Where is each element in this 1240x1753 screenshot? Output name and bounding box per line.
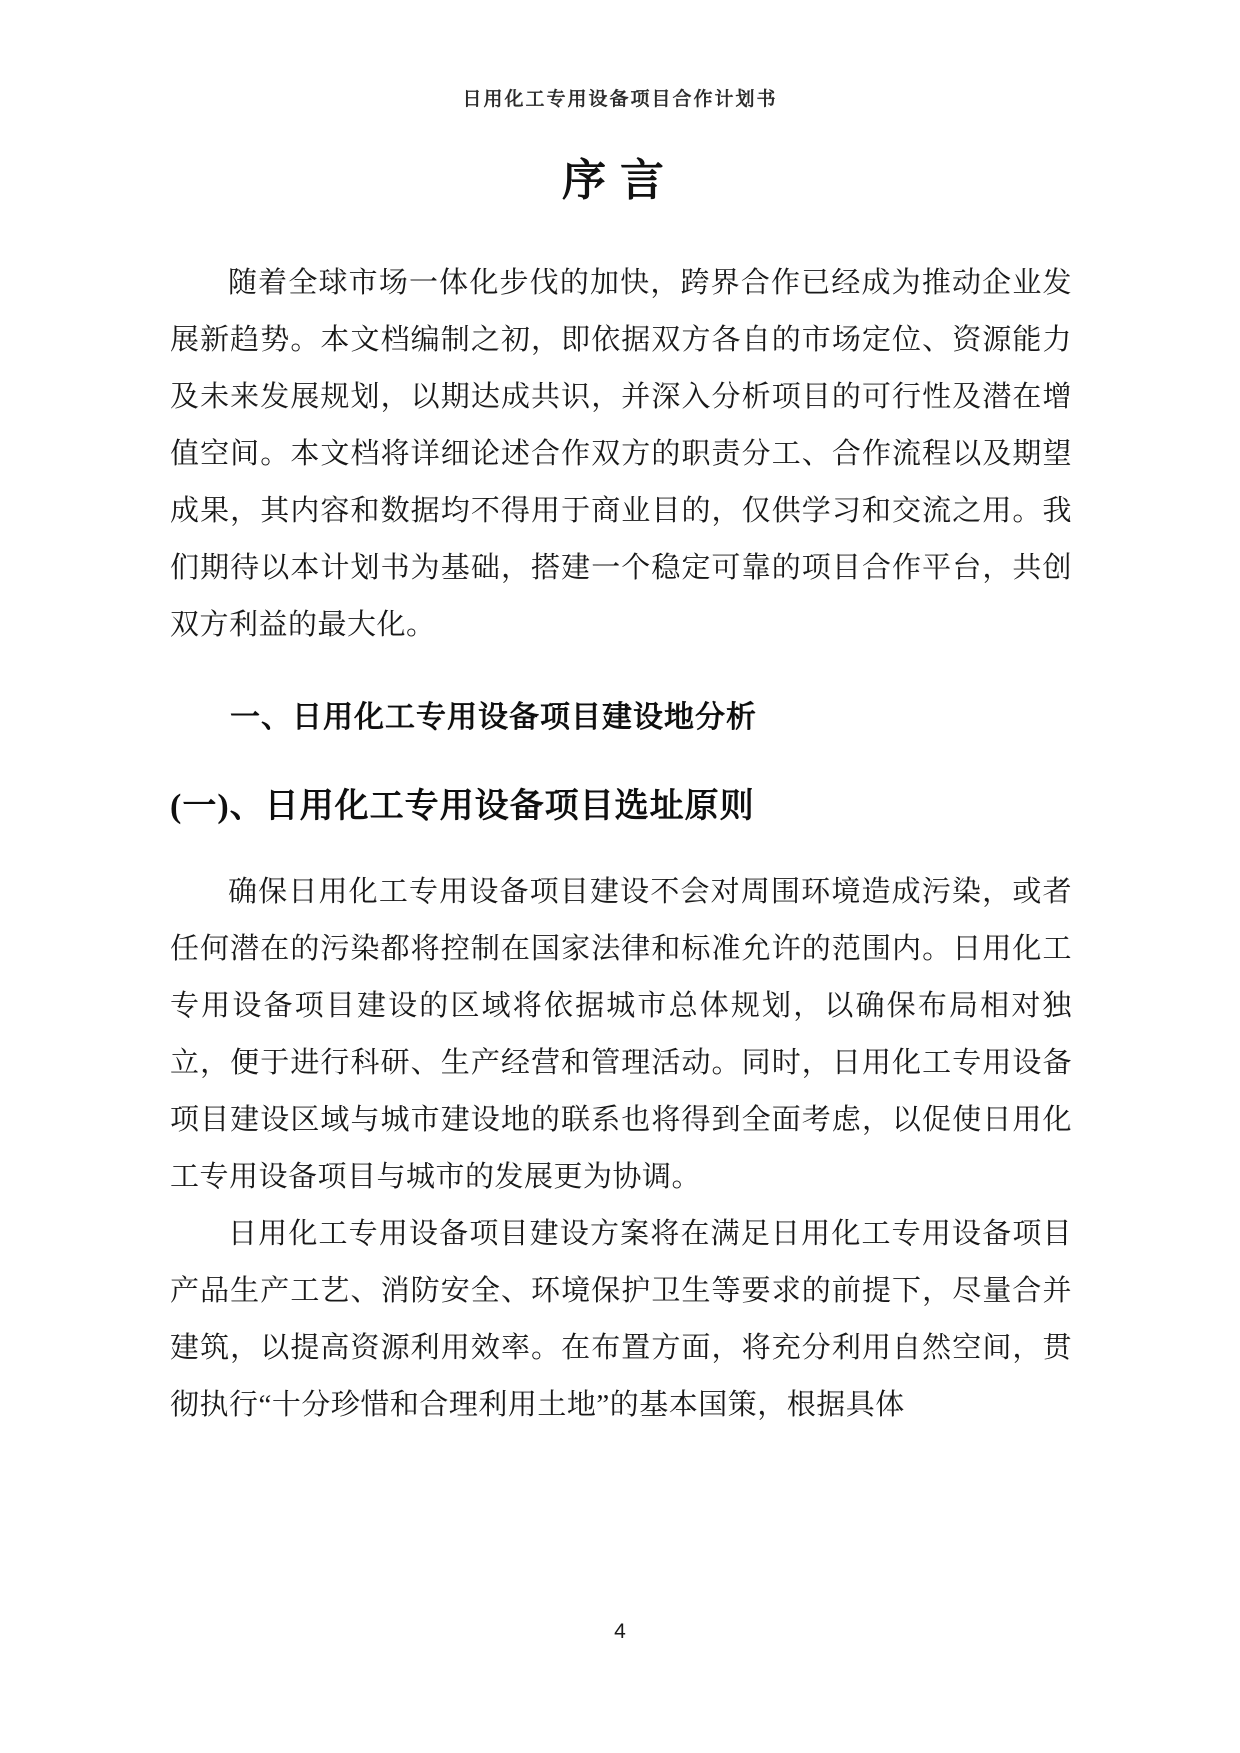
section-heading: 一、日用化工专用设备项目建设地分析	[230, 701, 757, 734]
subsection-heading: (一)、日用化工专用设备项目选址原则	[170, 788, 755, 825]
document-header: 日用化工专用设备项目合作计划书	[462, 89, 778, 110]
page-number: 4	[614, 1620, 626, 1643]
page-title: 序言	[562, 156, 678, 205]
intro-paragraph: 随着全球市场一体化步伐的加快，跨界合作已经成为推动企业发展新趋势。本文档编制之初，即依据双方各自的市场定位、资源能力及未来发展规划，以期达成共识，并深入分析项目的可行性及潜在增值空间。本文档将详细论述合作双方的职责分工、合作流程以及期望成果，其内容和数据均不得用于商业目的，仅供学习和交流之用。我们期待以本计划书为基础，搭建一个稳定可靠的项目合作平台，共创双方利益的最大化。	[170, 267, 1072, 641]
paragraph: 确保日用化工专用设备项目建设不会对周围环境造成污染，或者任何潜在的污染都将控制在国家法律和标准允许的范围内。日用化工专用设备项目建设的区域将依据城市总体规划，以确保布局相对独立，便于进行科研、生产经营和管理活动。同时，日用化工专用设备项目建设区域与城市建设地的联系也将得到全面考虑，以促使日用化工专用设备项目与城市的发展更为协调。	[170, 876, 1072, 1193]
paragraph: 日用化工专用设备项目建设方案将在满足日用化工专用设备项目产品生产工艺、消防安全、环境保护卫生等要求的前提下，尽量合并建筑，以提高资源利用效率。在布置方面，将充分利用自然空间，贯彻执行“十分珍惜和合理利用土地”的基本国策，根据具体	[170, 1218, 1072, 1421]
